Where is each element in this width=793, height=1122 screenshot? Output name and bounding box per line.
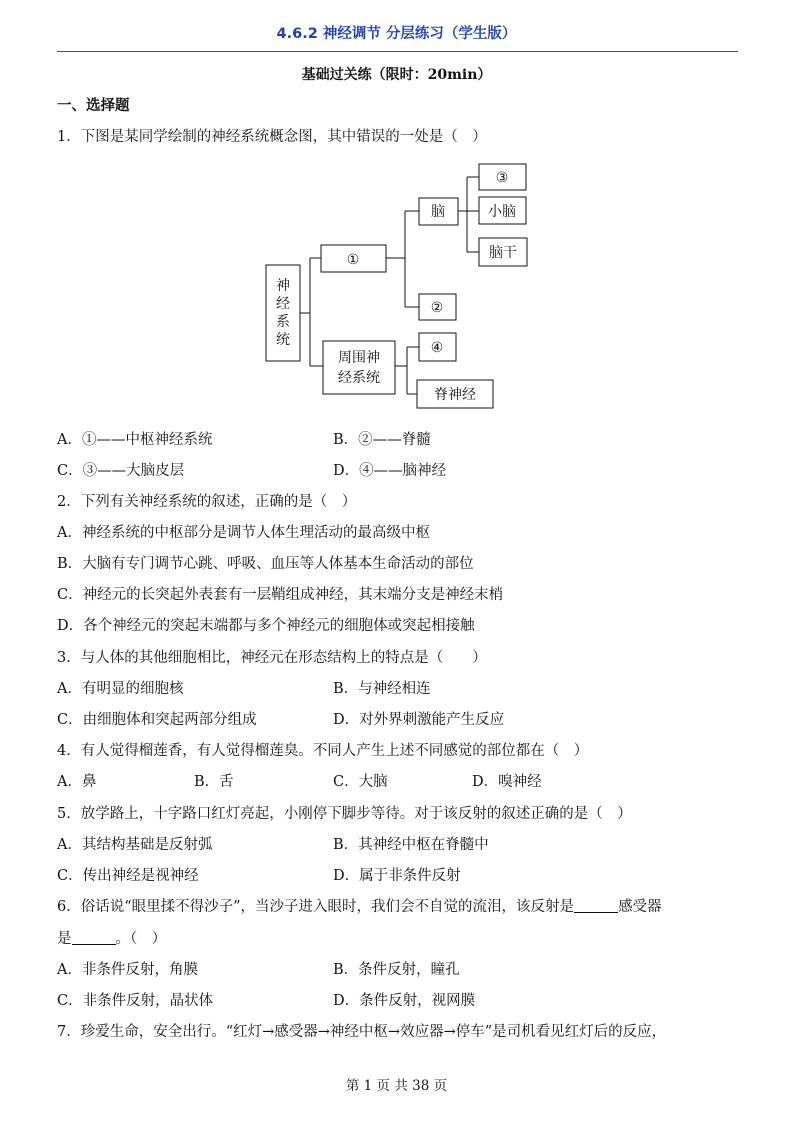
q4-option-b[interactable]: B．舌 [194,774,234,790]
q6-option-c[interactable]: C．非条件反射，晶状体 [57,993,214,1009]
q6-stem-line2-prefix: 是 [57,931,72,947]
q6-option-a[interactable]: A．非条件反射，角膜 [57,962,198,978]
q6-stem-part2: 感受器 [618,899,662,915]
diagram-spinal-label: 脊神经 [434,387,476,403]
q3-option-a[interactable]: A．有明显的细胞核 [57,681,184,697]
q6-stem-part1: 6．俗话说“眼里揉不得沙子”，当沙子进入眼时，我们会不自觉的流泪，该反射是 [57,899,575,915]
section-subtitle: 基础过关练（限时：20min） [301,67,492,83]
q2-stem: 2．下列有关神经系统的叙述，正确的是（ ） [57,494,357,510]
diagram-root-char-2: 经 [276,296,290,312]
q1-option-b[interactable]: B．②——脊髓 [333,432,431,448]
q3-stem: 3．与人体的其他细胞相比，神经元在形态结构上的特点是（ ） [57,650,487,666]
q7-stem: 7．珍爱生命，安全出行。“红灯→感受器→神经中枢→效应器→停车”是司机看见红灯后的反应， [57,1024,667,1040]
q4-option-c[interactable]: C．大脑 [333,774,388,790]
q2-option-b[interactable]: B．大脑有专门调节心跳、呼吸、血压等人体基本生命活动的部位 [57,556,474,572]
q6-blank-reflex[interactable] [574,898,618,913]
q2-option-d[interactable]: D．各个神经元的突起末端都与多个神经元的细胞体或突起相接触 [57,618,475,634]
diagram-node1-label: ① [346,252,360,268]
nervous-system-concept-diagram [0,0,793,420]
q1-option-a[interactable]: A．①——中枢神经系统 [57,432,213,448]
diagram-node4-label: ④ [430,340,444,356]
q6-stem-line2 [57,927,166,948]
q5-option-c[interactable]: C．传出神经是视神经 [57,868,199,884]
diagram-node2-label: ② [430,300,444,316]
diagram-peripheral-label-2: 经系统 [338,370,380,386]
q2-option-a[interactable]: A．神经系统的中枢部分是调节人体生理活动的最高级中枢 [57,525,430,541]
diagram-node3-label: ③ [495,170,509,186]
q5-option-d[interactable]: D．属于非条件反射 [333,868,461,884]
diagram-root-char-3: 系 [276,314,290,330]
q6-blank-receptor[interactable] [72,930,116,945]
diagram-cerebellum-label: 小脑 [488,204,516,220]
q6-stem-line1 [57,895,662,916]
diagram-peripheral-label-1: 周围神 [338,350,380,366]
q1-option-c[interactable]: C．③——大脑皮层 [57,463,185,479]
q3-option-c[interactable]: C．由细胞体和突起两部分组成 [57,712,257,728]
page-footer: 第 1 页 共 38 页 [345,1078,448,1094]
q6-option-b[interactable]: B．条件反射，瞳孔 [333,962,460,978]
q6-option-d[interactable]: D．条件反射，视网膜 [333,993,476,1009]
q5-stem: 5．放学路上，十字路口红灯亮起，小刚停下脚步等待。对于该反射的叙述正确的是（ ） [57,806,632,822]
diagram-root-char-4: 统 [276,332,290,348]
q4-option-d[interactable]: D．嗅神经 [472,774,542,790]
q1-stem: 1．下图是某同学绘制的神经系统概念图，其中错误的一处是（ ） [57,129,487,145]
q6-stem-line2-suffix: 。（ ） [115,931,167,947]
q4-option-a[interactable]: A．鼻 [57,774,97,790]
q5-option-b[interactable]: B．其神经中枢在脊髓中 [333,837,489,853]
q3-option-b[interactable]: B．与神经相连 [333,681,431,697]
document-header-title: 4.6.2 神经调节 分层练习（学生版） [276,26,517,42]
diagram-brainstem-label: 脑干 [489,245,517,261]
diagram-root-char-1: 神 [276,278,290,294]
section-heading: 一、选择题 [57,97,130,114]
diagram-peripheral-box [323,341,395,394]
q5-option-a[interactable]: A．其结构基础是反射弧 [57,837,213,853]
q3-option-d[interactable]: D．对外界刺激能产生反应 [333,712,505,728]
q1-option-d[interactable]: D．④——脑神经 [333,463,447,479]
q2-option-c[interactable]: C．神经元的长突起外表套有一层鞘组成神经，其末端分支是神经末梢 [57,587,504,603]
diagram-brain-label: 脑 [431,204,445,220]
q4-stem: 4．有人觉得榴莲香，有人觉得榴莲臭。不同人产生上述不同感觉的部位都在（ ） [57,743,589,759]
